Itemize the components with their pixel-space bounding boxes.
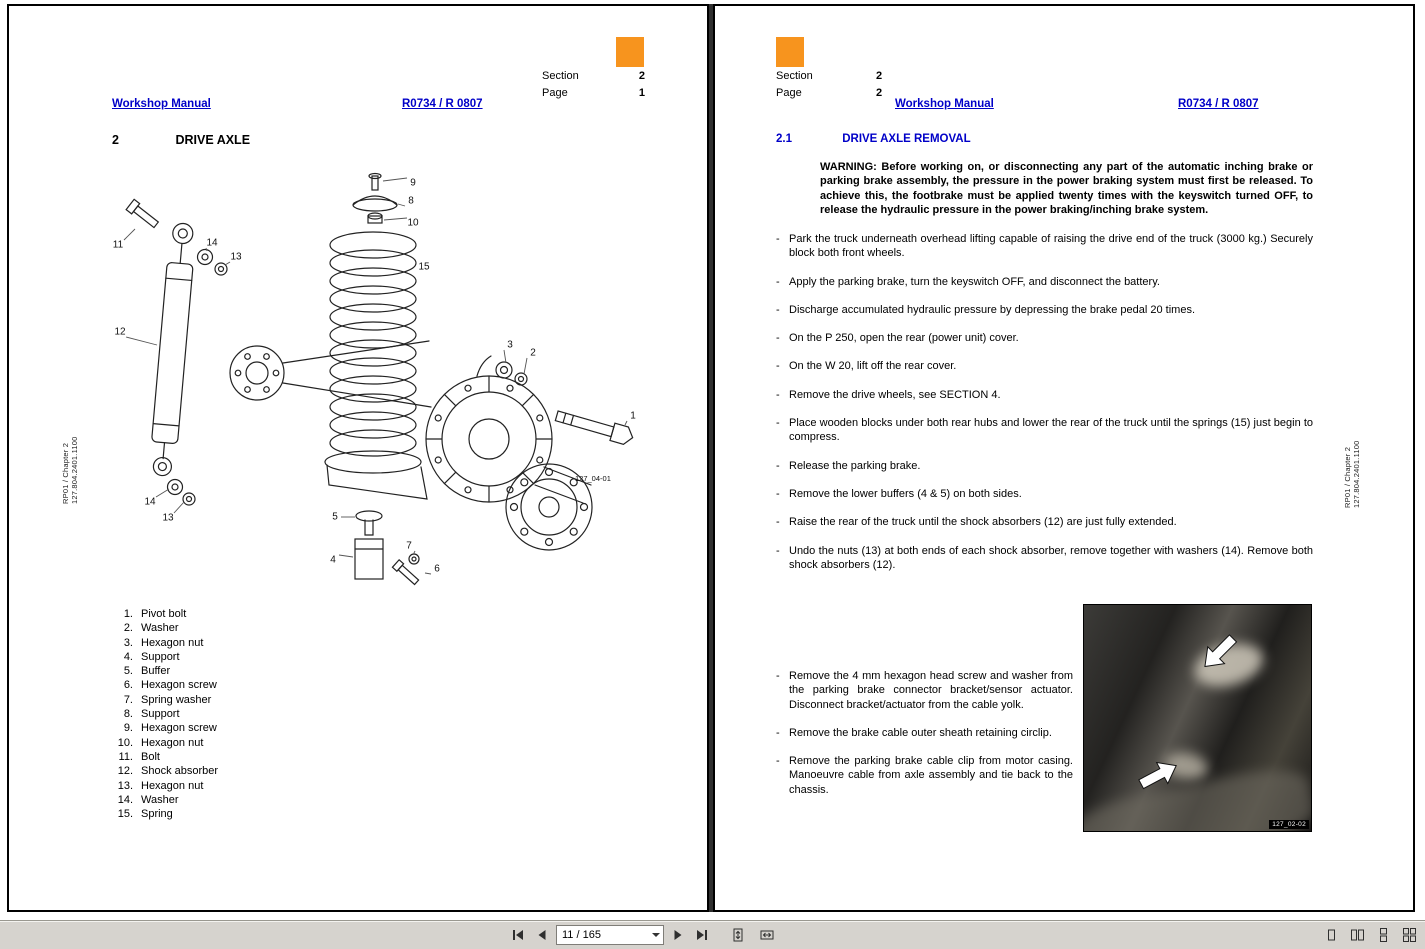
svg-text:6: 6 xyxy=(434,563,440,575)
doc-ref-link[interactable]: R0734 / R 0807 xyxy=(402,98,483,110)
section-indicator xyxy=(542,70,645,82)
parts-list-item xyxy=(105,793,218,807)
bullet-dash: - xyxy=(776,303,780,316)
figure-reference: 127_04-01 xyxy=(575,474,611,483)
section-label: Section xyxy=(542,70,579,82)
part-number: 3. xyxy=(123,636,133,649)
doc-ref-link[interactable]: R0734 / R 0807 xyxy=(1178,98,1259,110)
step-text: Raise the rear of the truck until the shock absorbers (12) are just fully extended. xyxy=(789,516,1177,529)
part-number: 8. xyxy=(123,708,133,721)
parts-list-item xyxy=(105,764,218,778)
svg-text:1: 1 xyxy=(630,410,636,422)
bullet-dash: - xyxy=(776,332,780,345)
page-value: 1 xyxy=(638,87,645,99)
page-indicator-block xyxy=(776,87,882,99)
section-label: Section xyxy=(776,70,813,82)
page-indicator-block xyxy=(542,87,645,99)
bullet-dash: - xyxy=(776,360,780,373)
step-item xyxy=(776,669,1073,712)
svg-text:10: 10 xyxy=(407,217,419,229)
bullet-dash: - xyxy=(776,487,780,500)
part-number: 11. xyxy=(118,750,133,763)
part-name: Support xyxy=(141,650,180,663)
parts-list-item xyxy=(105,636,218,650)
svg-text:15: 15 xyxy=(418,261,430,273)
svg-text:5: 5 xyxy=(332,511,338,523)
step-text: On the W 20, lift off the rear cover. xyxy=(789,360,957,373)
continuous-view-button[interactable] xyxy=(1373,924,1393,946)
page-label: Page xyxy=(776,87,802,99)
step-item xyxy=(776,388,1313,402)
step-item xyxy=(776,459,1313,473)
warning-paragraph: WARNING: Before working on, or disconnecting any part of the automatic inching brake or parking brake assembly, the pressure in the power braking system must first be released. To achieve this, the footbrake must be applied twenty times with the keyswitch turned OFF, to release the hydraulic pressure in the power braking/inching brake system. xyxy=(820,161,1313,216)
section-number: 2.1 xyxy=(776,133,792,145)
part-number: 2. xyxy=(123,622,133,635)
bullet-dash: - xyxy=(776,516,780,529)
bullet-dash: - xyxy=(776,726,780,739)
combo-dropdown-arrow-icon[interactable] xyxy=(648,926,663,944)
page-navigation xyxy=(508,924,712,946)
step-item xyxy=(776,331,1313,345)
bullet-dash: - xyxy=(776,417,780,430)
parts-list-item xyxy=(105,621,218,635)
previous-page-button[interactable] xyxy=(532,924,552,946)
page-number-combobox[interactable] xyxy=(556,925,664,945)
single-page-view-button[interactable] xyxy=(1321,924,1341,946)
step-text: Undo the nuts (13) at both ends of each shock absorber, remove together with washers (14). Remove both shock absorbers (12). xyxy=(789,544,1313,571)
part-name: Washer xyxy=(141,793,179,806)
step-text: Remove the 4 mm hexagon head screw and washer from the parking brake connector bracket/sensor actuator. Disconnect bracket/actuator from the cable yolk. xyxy=(789,670,1073,711)
svg-text:14: 14 xyxy=(144,496,156,508)
part-number: 5. xyxy=(123,665,133,678)
step-text: Remove the parking brake cable clip from motor casing. Manoeuvre cable from axle assembly and tie back to the chassis. xyxy=(789,755,1073,796)
bullet-dash: - xyxy=(776,233,780,245)
page-label: Page xyxy=(542,87,568,99)
part-name: Buffer xyxy=(141,665,171,678)
svg-text:13: 13 xyxy=(230,251,242,263)
part-number: 1. xyxy=(123,608,133,620)
part-name: Pivot bolt xyxy=(141,608,187,620)
step-item xyxy=(776,754,1073,797)
step-text: Apply the parking brake, turn the keyswitch OFF, and disconnect the battery. xyxy=(789,275,1160,288)
parts-list xyxy=(105,607,218,821)
part-number: 13. xyxy=(117,779,133,792)
part-name: Hexagon nut xyxy=(141,636,204,649)
removal-steps-continued xyxy=(776,669,1073,811)
svg-text:7: 7 xyxy=(406,540,412,552)
svg-text:8: 8 xyxy=(408,195,414,207)
bullet-dash: - xyxy=(776,544,780,557)
parts-list-item xyxy=(105,736,218,750)
parts-list-item xyxy=(105,664,218,678)
chapter-number: 2 xyxy=(112,133,119,147)
svg-text:2: 2 xyxy=(530,347,536,359)
page-value: 2 xyxy=(876,87,883,99)
chapter-title: DRIVE AXLE xyxy=(175,133,251,147)
svg-text:4: 4 xyxy=(330,554,336,566)
part-name: Washer xyxy=(141,622,179,635)
step-text: Remove the brake cable outer sheath retaining circlip. xyxy=(789,726,1052,739)
part-number: 10. xyxy=(117,736,133,749)
step-text: On the P 250, open the rear (power unit) cover. xyxy=(789,332,1019,345)
part-number: 12. xyxy=(117,765,133,778)
part-number: 9. xyxy=(123,722,133,735)
svg-text:14: 14 xyxy=(206,237,218,249)
parts-list-item xyxy=(105,779,218,793)
part-name: Spring washer xyxy=(141,693,212,706)
step-item xyxy=(776,487,1313,501)
parts-list-item xyxy=(105,607,218,621)
document-side-note: RP01 / Chapter 2 127.804.2401.1100 xyxy=(1343,440,1361,508)
part-number: 15. xyxy=(117,808,133,821)
bullet-dash: - xyxy=(776,755,780,768)
section-color-tab xyxy=(616,37,644,67)
parts-list-item xyxy=(105,650,218,664)
section-value: 2 xyxy=(876,70,883,82)
svg-text:9: 9 xyxy=(410,177,416,189)
step-item xyxy=(776,275,1313,289)
part-name: Hexagon nut xyxy=(141,736,204,749)
step-item xyxy=(776,544,1313,573)
parts-list-item xyxy=(105,707,218,721)
bullet-dash: - xyxy=(776,459,780,472)
facing-pages-view-button[interactable] xyxy=(1347,924,1367,946)
photo-figure-ref: 127_02-02 xyxy=(1269,820,1309,829)
bullet-dash: - xyxy=(776,670,780,682)
photo-pointer-arrows xyxy=(1084,605,1311,831)
bullet-dash: - xyxy=(776,388,780,401)
part-name: Hexagon nut xyxy=(141,779,204,792)
chapter-heading xyxy=(112,133,250,147)
parts-list-item xyxy=(105,678,218,692)
section-title: DRIVE AXLE REMOVAL xyxy=(842,133,971,145)
svg-text:13: 13 xyxy=(162,512,174,524)
document-side-note: RP01 / Chapter 2 127.804.2401.1100 xyxy=(61,436,79,504)
step-text: Park the truck underneath overhead lifting capable of raising the drive end of the truck (3000 kg.) Securely block both front wheels. xyxy=(789,233,1313,260)
step-text: Remove the lower buffers (4 & 5) on both sides. xyxy=(789,487,1022,500)
manual-page-left xyxy=(7,4,709,912)
step-text: Discharge accumulated hydraulic pressure by depressing the brake pedal 20 times. xyxy=(789,303,1195,316)
page-layout-controls xyxy=(1321,924,1419,946)
page-number-value: 11 / 165 xyxy=(562,929,601,941)
part-name: Spring xyxy=(141,808,173,821)
part-name: Hexagon screw xyxy=(141,722,217,735)
fit-page-button[interactable] xyxy=(728,924,748,946)
parts-list-item xyxy=(105,721,218,735)
first-page-button[interactable] xyxy=(508,924,528,946)
part-number: 4. xyxy=(123,650,133,663)
section-heading xyxy=(776,133,971,145)
parts-list-item xyxy=(105,750,218,764)
svg-text:3: 3 xyxy=(507,339,513,351)
section-color-tab xyxy=(776,37,804,67)
continuous-facing-view-button[interactable] xyxy=(1399,924,1419,946)
part-number: 7. xyxy=(123,693,133,706)
svg-text:12: 12 xyxy=(114,326,126,338)
part-name: Bolt xyxy=(141,750,160,763)
section-indicator xyxy=(776,70,882,82)
part-name: Support xyxy=(141,708,180,721)
part-name: Shock absorber xyxy=(141,765,219,778)
step-item xyxy=(776,726,1073,740)
fit-controls xyxy=(728,924,777,946)
brake-cable-photo xyxy=(1083,604,1312,832)
step-text: Place wooden blocks under both rear hubs and lower the rear of the truck until the springs (15) just begin to compress. xyxy=(789,417,1313,444)
svg-text:11: 11 xyxy=(112,239,124,251)
step-text: Release the parking brake. xyxy=(789,459,921,472)
part-number: 6. xyxy=(123,679,133,692)
manual-title-link[interactable]: Workshop Manual xyxy=(112,98,211,110)
manual-page-right xyxy=(713,4,1415,912)
step-item xyxy=(776,515,1313,529)
parts-list-item xyxy=(105,807,218,821)
fit-width-button[interactable] xyxy=(757,924,777,946)
parts-list-item xyxy=(105,693,218,707)
step-text: Remove the drive wheels, see SECTION 4. xyxy=(789,388,1001,401)
section-value: 2 xyxy=(638,70,645,82)
step-item xyxy=(776,232,1313,261)
step-item xyxy=(776,303,1313,317)
step-item xyxy=(776,416,1313,445)
drive-axle-diagram xyxy=(97,167,675,615)
step-item xyxy=(776,359,1313,373)
part-name: Hexagon screw xyxy=(141,679,217,692)
manual-title-link[interactable]: Workshop Manual xyxy=(895,98,994,110)
removal-steps xyxy=(776,232,1313,586)
bullet-dash: - xyxy=(776,275,780,288)
last-page-button[interactable] xyxy=(692,924,712,946)
part-number: 14. xyxy=(117,793,133,806)
next-page-button[interactable] xyxy=(668,924,688,946)
viewer-toolbar xyxy=(0,920,1425,949)
